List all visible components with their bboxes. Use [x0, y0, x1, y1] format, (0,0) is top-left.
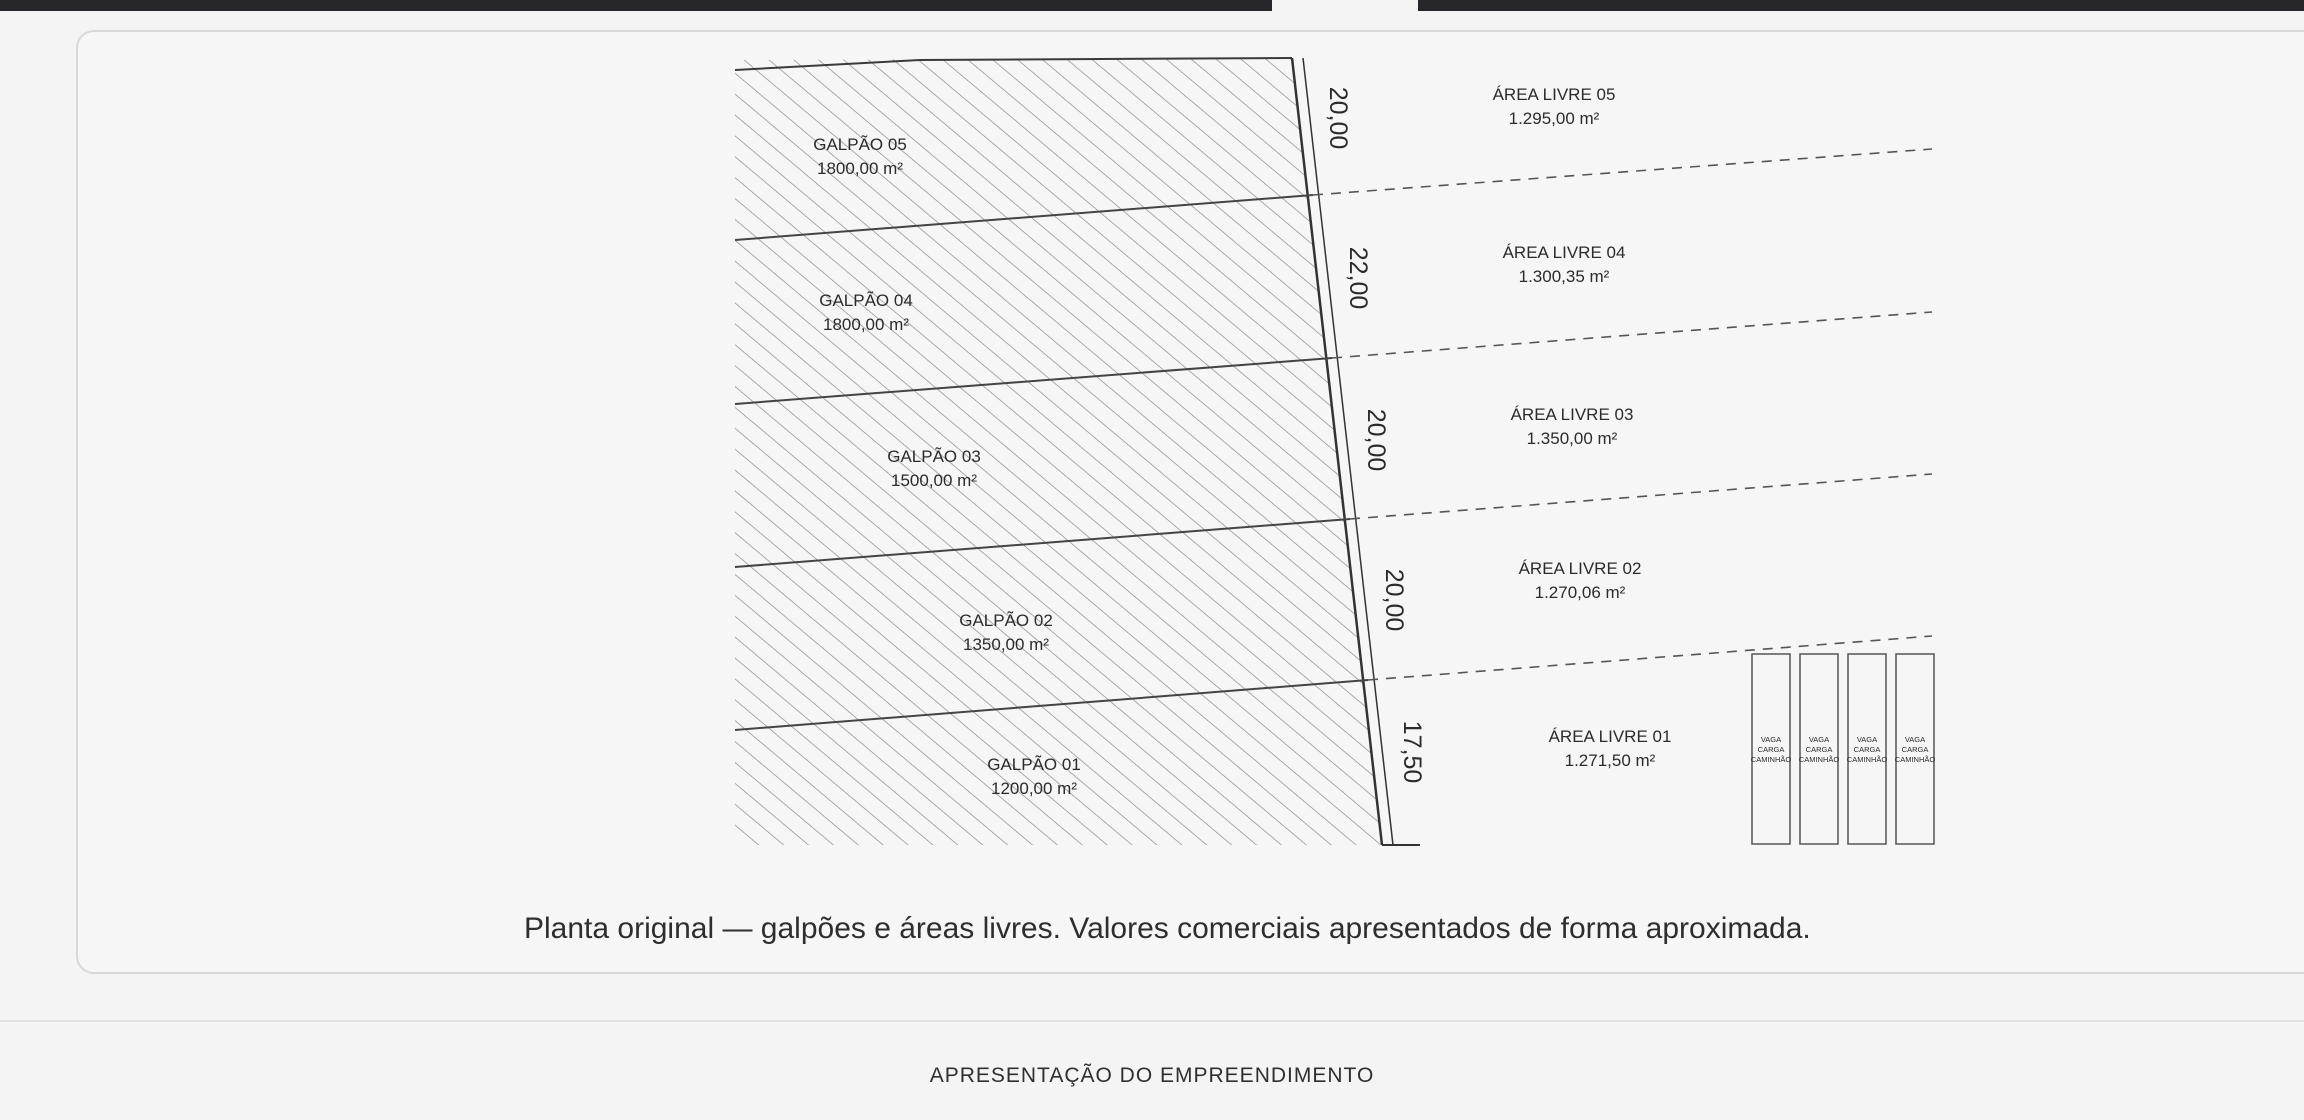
galpao-01-area: 1200,00 m²: [991, 779, 1077, 798]
dashed-divider-05-04: [1313, 149, 1932, 195]
vaga-4-l2: CARGA: [1901, 745, 1929, 754]
area-livre-02-area: 1.270,06 m²: [1534, 583, 1626, 602]
section-title: APRESENTAÇÃO DO EMPREENDIMENTO: [929, 1064, 1375, 1087]
area-livre-05-name: ÁREA LIVRE 05: [1492, 85, 1616, 104]
dimension-lot-01: 17,50: [1398, 720, 1426, 784]
area-livre-02-name: ÁREA LIVRE 02: [1518, 559, 1642, 578]
galpao-02-name: GALPÃO 02: [959, 611, 1053, 630]
dashed-divider-04-03: [1332, 312, 1932, 358]
area-livre-03-name: ÁREA LIVRE 03: [1510, 405, 1634, 424]
vaga-1-l3: CAMINHÃO: [1750, 755, 1792, 764]
galpao-03-area: 1500,00 m²: [891, 471, 977, 490]
vaga-2-l1: VAGA: [1808, 735, 1830, 744]
footer-divider: [0, 1020, 2304, 1022]
vaga-4-l3: CAMINHÃO: [1894, 755, 1936, 764]
dimension-lot-02: 20,00: [1380, 568, 1408, 632]
area-livre-04-area: 1.300,35 m²: [1518, 267, 1610, 286]
truck-parking-group: [1751, 654, 1936, 844]
area-livre-05-area: 1.295,00 m²: [1508, 109, 1600, 128]
vaga-1-l1: VAGA: [1760, 735, 1782, 744]
galpao-04-area: 1800,00 m²: [823, 315, 909, 334]
galpao-02-area: 1350,00 m²: [963, 635, 1049, 654]
galpao-05-name: GALPÃO 05: [813, 135, 907, 154]
vaga-2-l3: CAMINHÃO: [1798, 755, 1840, 764]
galpao-03-name: GALPÃO 03: [887, 447, 981, 466]
dimension-lot-05: 20,00: [1324, 86, 1352, 150]
galpao-01-name: GALPÃO 01: [987, 755, 1081, 774]
area-livre-03-area: 1.350,00 m²: [1526, 429, 1618, 448]
dashed-divider-03-02: [1350, 474, 1932, 519]
vaga-3-l2: CARGA: [1853, 745, 1881, 754]
vaga-4-l1: VAGA: [1904, 735, 1926, 744]
vaga-3-l3: CAMINHÃO: [1846, 755, 1888, 764]
galpao-04-name: GALPÃO 04: [819, 291, 913, 310]
area-livre-01-name: ÁREA LIVRE 01: [1548, 727, 1672, 746]
vaga-2-l2: CARGA: [1805, 745, 1833, 754]
area-livre-01-area: 1.271,50 m²: [1564, 751, 1656, 770]
galpao-05-area: 1800,00 m²: [817, 159, 903, 178]
plan-caption: Planta original — galpões e áreas livres. Valores comerciais apresentados de forma aproximada.: [524, 912, 1811, 945]
vaga-1-l2: CARGA: [1757, 745, 1785, 754]
dimension-lot-04: 22,00: [1344, 246, 1372, 310]
area-livre-04-name: ÁREA LIVRE 04: [1502, 243, 1626, 262]
vaga-3-l1: VAGA: [1856, 735, 1878, 744]
dimension-lot-03: 20,00: [1362, 408, 1390, 472]
